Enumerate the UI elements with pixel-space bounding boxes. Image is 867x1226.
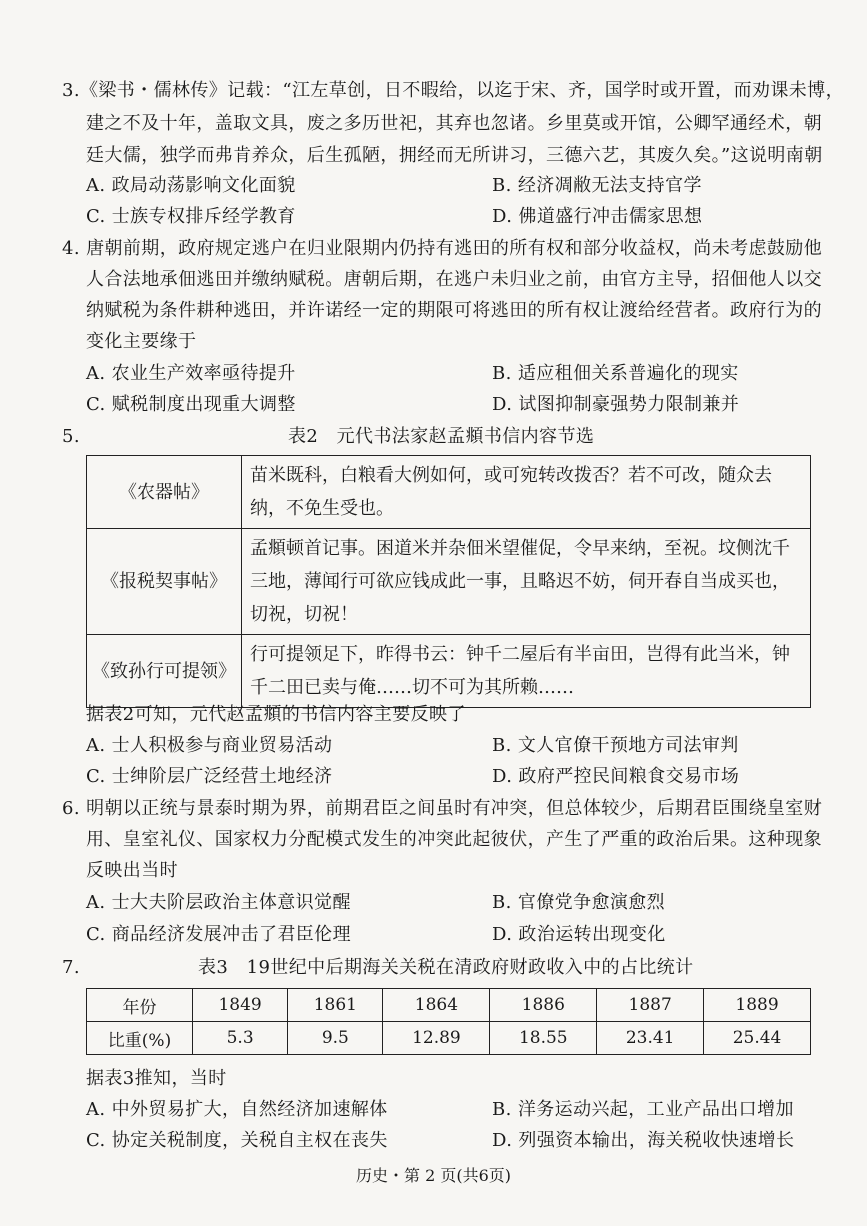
- question-5-option-c[interactable]: C. 士绅阶层广泛经营土地经济: [86, 766, 333, 787]
- question-3-option-b[interactable]: B. 经济凋敝无法支持官学: [492, 175, 702, 196]
- question-7-option-a[interactable]: A. 中外贸易扩大，自然经济加速解体: [86, 1099, 388, 1120]
- table-cell: 25.44: [704, 1022, 811, 1055]
- table-cell: 比重(%): [87, 1022, 193, 1055]
- question-5-option-a[interactable]: A. 士人积极参与商业贸易活动: [86, 735, 333, 756]
- table-cell-line: 切祝，切祝！: [250, 604, 358, 625]
- table-cell-title: 《报税契事帖》: [87, 529, 242, 635]
- table-cell-line: 行可提领足下，昨得书云：钟千二屋后有半亩田，岂得有此当米，钟: [250, 644, 790, 665]
- question-3-line-1: 3.《梁书・儒林传》记载：“江左草创，日不暇给，以迄于宋、齐，国学时或开置，而劝课未博，: [62, 80, 844, 101]
- question-5-option-d[interactable]: D. 政府严控民间粮食交易市场: [492, 766, 740, 787]
- table-row: [87, 1022, 811, 1055]
- question-6-option-c[interactable]: C. 商品经济发展冲击了君臣伦理: [86, 924, 351, 945]
- table-cell-content: [242, 456, 811, 529]
- table-cell-line: 苗米既科，白粮看大例如何，或可宛转改拨否？若不可改，随众去: [250, 465, 772, 486]
- table-cell-line: 千二田已卖与俺……切不可为其所赖……: [250, 677, 574, 698]
- table-cell: 9.5: [288, 1022, 383, 1055]
- question-6-option-d[interactable]: D. 政治运转出现变化: [492, 924, 666, 945]
- table-cell: 5.3: [193, 1022, 288, 1055]
- table-header-cell: 1889: [704, 989, 811, 1022]
- question-6-option-a[interactable]: A. 士大夫阶层政治主体意识觉醒: [86, 892, 351, 913]
- question-4-option-a[interactable]: A. 农业生产效率亟待提升: [86, 363, 296, 384]
- question-3-option-c[interactable]: C. 士族专权排斥经学教育: [86, 206, 296, 227]
- table-header-row: [87, 989, 811, 1022]
- table-cell: 23.41: [597, 1022, 704, 1055]
- table-2-caption: 表2 元代书法家赵孟頫书信内容节选: [288, 426, 595, 447]
- question-7-option-d[interactable]: D. 列强资本输出，海关税收快速增长: [492, 1130, 795, 1151]
- table-row: [87, 529, 811, 635]
- question-4-option-c[interactable]: C. 赋税制度出现重大调整: [86, 394, 296, 415]
- question-3-line-3: 廷大儒，独学而弗肯养众，后生孤陋，拥经而无所讲习，三德六艺，其废久矣。”这说明南朝: [86, 145, 823, 166]
- table-header-cell: 1849: [193, 989, 288, 1022]
- table-header-cell: 1864: [383, 989, 490, 1022]
- question-7-number: 7.: [62, 957, 80, 978]
- table-header-cell: 1886: [490, 989, 597, 1022]
- question-7-option-c[interactable]: C. 协定关税制度，关税自主权在丧失: [86, 1130, 388, 1151]
- table-3: [86, 988, 811, 1055]
- table-cell-title: 《致孙行可提领》: [87, 635, 242, 708]
- table-cell-content: [242, 529, 811, 635]
- table-cell-content: [242, 635, 811, 708]
- question-7-option-b[interactable]: B. 洋务运动兴起，工业产品出口增加: [492, 1099, 794, 1120]
- question-6-line-3: 反映出当时: [86, 860, 178, 881]
- question-5-option-b[interactable]: B. 文人官僚干预地方司法审判: [492, 735, 739, 756]
- table-cell-line: 纳，不免生受也。: [250, 498, 394, 519]
- question-3-option-a[interactable]: A. 政局动荡影响文化面貌: [86, 175, 296, 196]
- table-header-cell: 年份: [87, 989, 193, 1022]
- question-3-option-d[interactable]: D. 佛道盛行冲击儒家思想: [492, 206, 703, 227]
- question-4-option-b[interactable]: B. 适应租佃关系普遍化的现实: [492, 363, 739, 384]
- question-7-stem: 据表3推知，当时: [86, 1068, 227, 1089]
- question-5-stem: 据表2可知，元代赵孟頫的书信内容主要反映了: [86, 704, 466, 725]
- question-4-line-4: 变化主要缘于: [86, 331, 197, 352]
- question-4-line-1: 4. 唐朝前期，政府规定逃户在归业限期内仍持有逃田的所有权和部分收益权，尚未考虑鼓励他: [62, 238, 823, 259]
- table-cell: 12.89: [383, 1022, 490, 1055]
- table-row: [87, 635, 811, 708]
- question-4-line-3: 纳赋税为条件耕种逃田，并许诺经一定的期限可将逃田的所有权让渡给经营者。政府行为的: [86, 300, 822, 321]
- question-6-option-b[interactable]: B. 官僚党争愈演愈烈: [492, 892, 666, 913]
- question-3-line-2: 建之不及十年，盖取文具，废之多历世祀，其弃也忽诸。乡里莫或开馆，公卿罕通经术，朝: [86, 113, 822, 134]
- question-5-number: 5.: [62, 426, 80, 447]
- question-4-line-2: 人合法地承佃逃田并缴纳赋税。唐朝后期，在逃户未归业之前，由官方主导，招佃他人以交: [86, 269, 822, 290]
- table-cell: 18.55: [490, 1022, 597, 1055]
- question-4-option-d[interactable]: D. 试图抑制豪强势力限制兼并: [492, 394, 740, 415]
- table-row: [87, 456, 811, 529]
- table-cell-title: 《农器帖》: [87, 456, 242, 529]
- table-header-cell: 1887: [597, 989, 704, 1022]
- table-3-caption: 表3 19世纪中后期海关关税在清政府财政收入中的占比统计: [198, 957, 694, 978]
- question-6-line-1: 6. 明朝以正统与景泰时期为界，前期君臣之间虽时有冲突，但总体较少，后期君臣围绕皇室财: [62, 798, 823, 819]
- table-header-cell: 1861: [288, 989, 383, 1022]
- table-cell-line: 三地，薄闻行可欲应钱成此一事，且略迟不妨，伺开春自当成买也，: [250, 571, 790, 592]
- table-cell-line: 孟頫顿首记事。困道米并杂佃米望催促，令早来纳，至祝。坟侧沈千: [250, 538, 790, 559]
- question-6-line-2: 用、皇室礼仪、国家权力分配模式发生的冲突此起彼伏，产生了严重的政治后果。这种现象: [86, 829, 822, 850]
- table-2: [86, 455, 811, 708]
- page-footer: 历史・第 2 页(共6页): [355, 1166, 512, 1185]
